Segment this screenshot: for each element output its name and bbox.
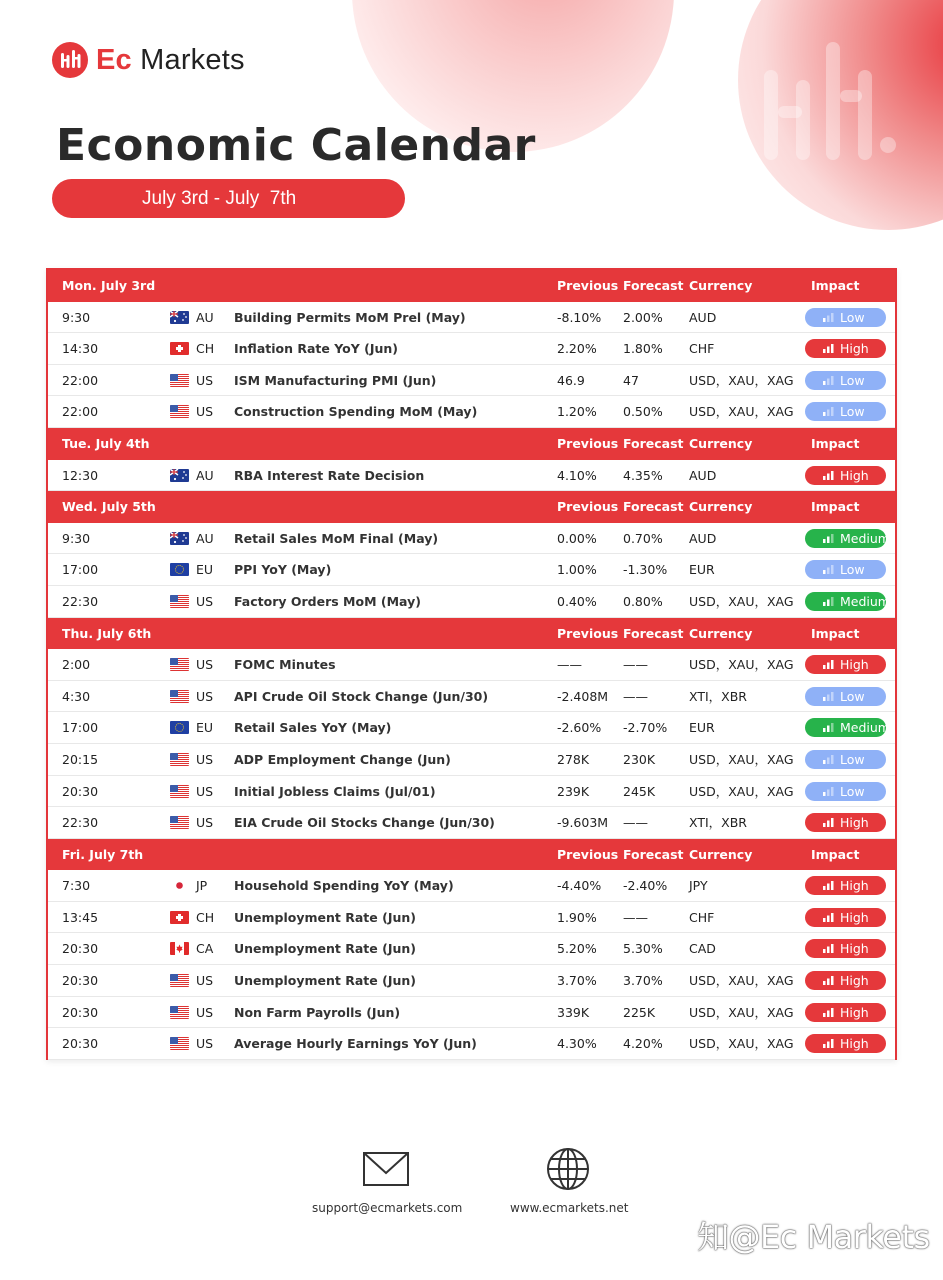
ch-flag-icon [170,911,189,924]
event-name: Average Hourly Earnings YoY (Jun) [234,1036,477,1052]
currency-column-header: Currency [689,625,753,641]
page-title: Economic Calendar [56,120,536,171]
currency-column-header: Currency [689,499,753,515]
event-name: Unemployment Rate (Jun) [234,941,416,957]
previous-column-header: Previous [557,278,619,293]
us-flag-icon [170,595,189,608]
event-name: ISM Manufacturing PMI (Jun) [234,372,437,388]
impact-badge [805,371,886,390]
us-flag-icon [170,753,189,766]
us-flag-icon [170,1037,189,1050]
au-flag-icon [170,532,189,545]
forecast-value: 245K [623,783,656,799]
impact-label: High [840,878,869,894]
previous-value: 2.20% [557,341,597,357]
currency-list: USD，XAU，XAG [689,657,794,673]
event-time: 22:00 [62,372,99,388]
event-name: RBA Interest Rate Decision [234,467,425,483]
currency-column-header: Currency [689,435,753,451]
impact-label: Low [840,751,865,767]
us-flag-icon [170,816,189,829]
forecast-value: 5.30% [623,941,663,957]
event-time: 20:30 [62,1004,99,1020]
event-row [48,712,895,744]
previous-value: 1.20% [557,404,597,420]
date-range-label: July 3rd - July 7th [142,188,297,209]
impact-label: Low [840,688,865,704]
event-time: 20:30 [62,1036,99,1052]
impact-badge [805,971,886,990]
impact-label: High [840,815,869,831]
previous-value: 1.00% [557,562,597,578]
day-label: Wed. July 5th [62,499,156,515]
impact-badge [805,939,886,958]
country-code: US [196,973,214,989]
currency-column-header: Currency [689,846,753,862]
currency-list: EUR [689,720,715,736]
currency-list: JPY [689,878,708,894]
currency-list: USD，XAU，XAG [689,1004,794,1020]
impact-label: High [840,973,869,989]
event-time: 13:45 [62,909,99,925]
us-flag-icon [170,690,189,703]
event-name: Household Spending YoY (May) [234,878,454,894]
impact-label: High [840,341,869,357]
event-time: 17:00 [62,720,99,736]
impact-badge [805,908,886,927]
us-flag-icon [170,658,189,671]
country-code: US [196,751,214,767]
forecast-value: 0.50% [623,404,663,420]
event-row [48,460,895,492]
forecast-value: 225K [623,1004,656,1020]
forecast-value: -1.30% [623,562,668,578]
country-code: US [196,783,214,799]
currency-list: USD，XAU，XAG [689,973,794,989]
previous-value: -8.10% [557,309,602,325]
event-name: Building Permits MoM Prel (May) [234,309,466,325]
impact-badge [805,1003,886,1022]
day-label: Thu. July 6th [62,625,152,641]
event-time: 14:30 [62,341,99,357]
impact-column-header: Impact [811,435,860,451]
forecast-value: 230K [623,751,656,767]
impact-badge [805,529,890,548]
currency-list: AUD [689,530,717,546]
country-code: JP [196,878,208,894]
event-row [48,396,895,428]
event-name: Unemployment Rate (Jun) [234,909,416,925]
previous-value: 46.9 [557,372,585,388]
forecast-value: -2.70% [623,720,668,736]
currency-list: USD，XAU，XAG [689,372,794,388]
previous-value: -4.40% [557,878,602,894]
previous-value: -2.60% [557,720,602,736]
impact-badge [805,339,886,358]
previous-value: 0.40% [557,593,597,609]
event-name: ADP Employment Change (Jun) [234,751,451,767]
event-name: EIA Crude Oil Stocks Change (Jun/30) [234,815,495,831]
country-code: CH [196,341,215,357]
forecast-value: 4.20% [623,1036,663,1052]
impact-badge [805,782,886,801]
impact-label: Medium [840,593,890,609]
event-row [48,649,895,681]
event-row [48,523,895,555]
country-code: AU [196,467,214,483]
country-code: US [196,815,214,831]
event-row [48,1028,895,1060]
forecast-value: —— [623,815,648,831]
day-header-row [48,491,895,523]
us-flag-icon [170,974,189,987]
event-time: 20:30 [62,783,99,799]
country-code: AU [196,530,214,546]
impact-column-header: Impact [811,846,860,862]
date-range-pill [52,179,405,218]
event-time: 20:30 [62,973,99,989]
event-time: 7:30 [62,878,91,894]
event-row [48,997,895,1029]
impact-badge [805,655,886,674]
eu-flag-icon [170,721,189,734]
previous-value: 4.30% [557,1036,597,1052]
event-row [48,807,895,839]
country-code: US [196,657,214,673]
event-time: 20:30 [62,941,99,957]
country-code: EU [196,720,214,736]
impact-badge [805,687,886,706]
support-email[interactable]: support@ecmarkets.com [312,1201,463,1215]
event-row [48,933,895,965]
event-time: 12:30 [62,467,99,483]
event-name: Non Farm Payrolls (Jun) [234,1004,401,1020]
event-time: 20:15 [62,751,99,767]
country-code: US [196,372,214,388]
currency-list: USD，XAU，XAG [689,751,794,767]
event-row [48,333,895,365]
forecast-column-header: Forecast [623,499,684,515]
brand-watermark-icon [762,40,902,170]
impact-badge [805,876,886,895]
impact-column-header: Impact [811,278,860,293]
event-row [48,554,895,586]
event-name: PPI YoY (May) [234,562,332,578]
event-row [48,586,895,618]
currency-list: USD，XAU，XAG [689,1036,794,1052]
event-name: API Crude Oil Stock Change (Jun/30) [234,688,489,704]
impact-column-header: Impact [811,625,860,641]
globe-icon [545,1146,591,1192]
country-code: US [196,593,214,609]
event-name: Retail Sales YoY (May) [234,720,392,736]
economic-calendar-table [46,268,897,1060]
day-label: Fri. July 7th [62,846,144,862]
previous-value: -9.603M [557,815,609,831]
forecast-value: 4.35% [623,467,663,483]
forecast-value: 1.80% [623,341,663,357]
forecast-value: 0.70% [623,530,663,546]
event-name: Retail Sales MoM Final (May) [234,530,439,546]
forecast-value: 2.00% [623,309,663,325]
impact-label: High [840,467,869,483]
previous-value: -2.408M [557,688,609,704]
currency-list: USD，XAU，XAG [689,783,794,799]
impact-badge [805,592,890,611]
forecast-value: —— [623,909,648,925]
us-flag-icon [170,785,189,798]
event-row [48,681,895,713]
forecast-value: —— [623,657,648,673]
forecast-column-header: Forecast [623,435,684,451]
event-time: 22:30 [62,593,99,609]
previous-value: 0.00% [557,530,597,546]
website-link[interactable]: www.ecmarkets.net [510,1201,629,1215]
event-time: 9:30 [62,309,91,325]
forecast-column-header: Forecast [623,625,684,641]
event-time: 2:00 [62,657,91,673]
logo-ec: Ec [96,43,132,76]
impact-label: Medium [840,720,890,736]
jp-flag-icon [170,879,189,892]
ch-flag-icon [170,342,189,355]
us-flag-icon [170,1006,189,1019]
impact-label: High [840,657,869,673]
event-time: 22:30 [62,815,99,831]
envelope-icon [362,1151,410,1187]
social-watermark: 知@Ec Markets [697,1218,930,1256]
currency-list: CHF [689,909,715,925]
day-label: Mon. July 3rd [62,278,156,293]
previous-value: —— [557,657,582,673]
impact-badge [805,813,886,832]
previous-value: 5.20% [557,941,597,957]
previous-column-header: Previous [557,435,619,451]
country-code: EU [196,562,214,578]
impact-label: High [840,941,869,957]
impact-label: High [840,1004,869,1020]
impact-label: Low [840,372,865,388]
event-time: 22:00 [62,404,99,420]
impact-label: High [840,909,869,925]
day-label: Tue. July 4th [62,435,150,451]
forecast-column-header: Forecast [623,846,684,862]
day-header-row [48,618,895,650]
country-code: US [196,1036,214,1052]
brand-logo [52,42,245,78]
event-row [48,302,895,334]
impact-label: High [840,1036,869,1052]
event-row [48,870,895,902]
country-code: AU [196,309,214,325]
impact-label: Low [840,404,865,420]
forecast-value: -2.40% [623,878,668,894]
country-code: US [196,688,214,704]
country-code: CA [196,941,214,957]
logo-markets: Markets [131,43,245,76]
us-flag-icon [170,374,189,387]
currency-list: CAD [689,941,716,957]
event-name: Factory Orders MoM (May) [234,593,421,609]
previous-value: 239K [557,783,590,799]
impact-badge [805,718,890,737]
currency-list: CHF [689,341,715,357]
previous-value: 339K [557,1004,590,1020]
day-header-row [48,428,895,460]
previous-value: 4.10% [557,467,597,483]
logo-icon [52,42,88,78]
event-name: Construction Spending MoM (May) [234,404,478,420]
au-flag-icon [170,469,189,482]
forecast-column-header: Forecast [623,278,684,293]
impact-label: Medium [840,530,890,546]
impact-badge [805,402,886,421]
event-row [48,744,895,776]
forecast-value: 47 [623,372,639,388]
eu-flag-icon [170,563,189,576]
impact-column-header: Impact [811,499,860,515]
event-row [48,965,895,997]
previous-value: 1.90% [557,909,597,925]
forecast-value: 0.80% [623,593,663,609]
ca-flag-icon [170,942,189,955]
previous-value: 278K [557,751,590,767]
previous-column-header: Previous [557,846,619,862]
impact-label: Low [840,562,865,578]
day-header-row [48,839,895,871]
event-name: Initial Jobless Claims (Jul/01) [234,783,436,799]
currency-list: AUD [689,467,717,483]
us-flag-icon [170,405,189,418]
previous-column-header: Previous [557,625,619,641]
impact-label: Low [840,309,865,325]
country-code: CH [196,909,215,925]
logo-wordmark [96,44,245,77]
event-time: 4:30 [62,688,91,704]
currency-list: XTI，XBR [689,815,747,831]
forecast-value: —— [623,688,648,704]
event-row [48,776,895,808]
country-code: US [196,1004,214,1020]
event-name: Inflation Rate YoY (Jun) [234,341,398,357]
event-row [48,902,895,934]
event-row [48,365,895,397]
currency-list: USD，XAU，XAG [689,404,794,420]
impact-badge [805,750,886,769]
event-time: 17:00 [62,562,99,578]
event-name: FOMC Minutes [234,657,336,673]
currency-list: USD，XAU，XAG [689,593,794,609]
currency-list: XTI，XBR [689,688,747,704]
impact-label: Low [840,783,865,799]
au-flag-icon [170,311,189,324]
event-time: 9:30 [62,530,91,546]
currency-column-header: Currency [689,278,753,293]
impact-badge [805,560,886,579]
day-header-row [48,270,895,302]
country-code: US [196,404,214,420]
event-name: Unemployment Rate (Jun) [234,973,416,989]
impact-badge [805,1034,886,1053]
previous-value: 3.70% [557,973,597,989]
impact-badge [805,308,886,327]
currency-list: AUD [689,309,717,325]
impact-badge [805,466,886,485]
previous-column-header: Previous [557,499,619,515]
currency-list: EUR [689,562,715,578]
forecast-value: 3.70% [623,973,663,989]
